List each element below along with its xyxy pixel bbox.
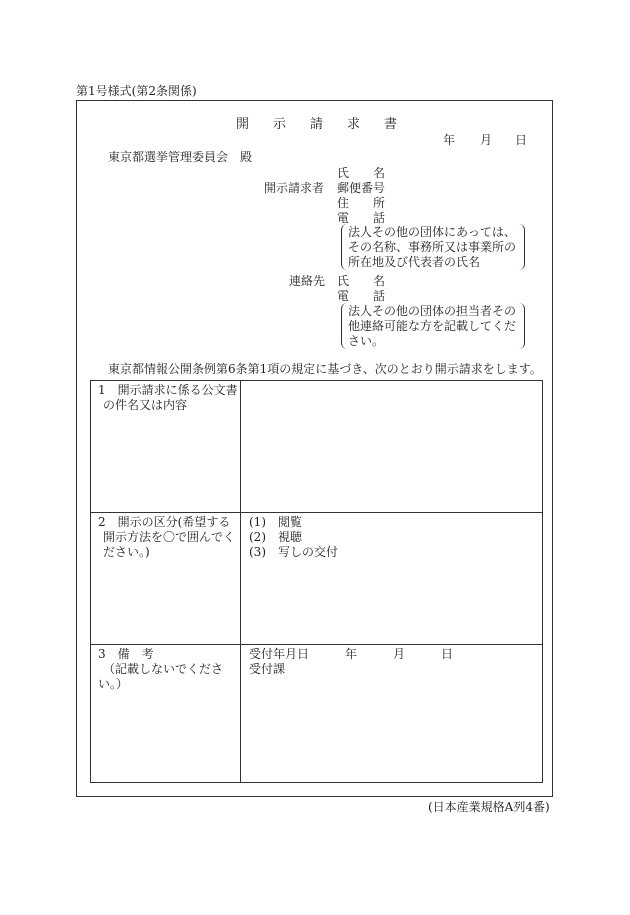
subject-input-area[interactable] — [242, 382, 540, 510]
row3-label-line: 3 備 考 — [98, 647, 154, 661]
row2-label-line: 開示方法を〇で囲んでく — [103, 530, 236, 544]
request-statement: 東京都情報公開条例第6条第1項の規定に基づき、次のとおり開示請求をします。 — [108, 362, 542, 376]
table-row-divider — [91, 644, 542, 645]
date-month: 月 — [480, 133, 493, 147]
row2-label-line: 2 開示の区分(希望する — [98, 515, 231, 529]
requester-note-line: その名称、事務所又は事業所の — [348, 240, 517, 254]
row1-label-line: の件名又は内容 — [103, 398, 188, 412]
title-char: 書 — [384, 117, 398, 132]
contact-note-line: さい。 — [348, 334, 385, 348]
row2-label-line: ださい。) — [103, 545, 150, 559]
date-day: 日 — [515, 133, 528, 147]
table-column-divider — [240, 381, 241, 782]
contact-phone-label: 電 話 — [337, 289, 386, 303]
contact-note-line: 法人その他の団体の担当者その — [348, 304, 517, 318]
requester-heading: 開示請求者 — [264, 181, 325, 195]
receipt-department: 受付課 — [249, 662, 286, 676]
requester-name-label: 氏 名 — [337, 166, 386, 180]
contact-name-label: 氏 名 — [337, 274, 386, 288]
row1-label-line: 1 開示請求に係る公文書 — [98, 383, 238, 397]
requester-address-label: 住 所 — [337, 196, 386, 210]
paper-size-note: (日本産業規格A列4番) — [428, 800, 550, 814]
requester-note-line: 所在地及び代表者の氏名 — [348, 255, 481, 269]
row3-label-line: い。） — [98, 677, 129, 691]
form-number-label: 第1号様式(第2条関係) — [76, 84, 197, 98]
row3-label-line: （記載しないでくださ — [103, 662, 224, 676]
option-audiovisual[interactable]: (2) 視聴 — [249, 530, 302, 544]
table-row-divider — [91, 512, 542, 513]
requester-phone-label: 電 話 — [337, 211, 386, 225]
requester-note-line: 法人その他の団体にあっては、 — [348, 225, 516, 239]
title-char: 開 — [236, 117, 250, 132]
contact-note-line: 他連絡可能な方を記載してくだ — [348, 319, 517, 333]
request-table — [90, 380, 543, 783]
title-char: 請 — [310, 117, 324, 132]
option-copy[interactable]: (3) 写しの交付 — [249, 545, 338, 559]
title-char: 求 — [347, 117, 361, 132]
addressee: 東京都選挙管理委員会 殿 — [108, 150, 253, 164]
title-char: 示 — [273, 117, 287, 132]
requester-postal-label: 郵便番号 — [337, 181, 386, 195]
contact-heading: 連絡先 — [289, 274, 326, 288]
option-view[interactable]: (1) 閲覧 — [249, 515, 302, 529]
receipt-date: 受付年月日 年 月 日 — [249, 647, 454, 661]
date-year: 年 — [443, 133, 456, 147]
